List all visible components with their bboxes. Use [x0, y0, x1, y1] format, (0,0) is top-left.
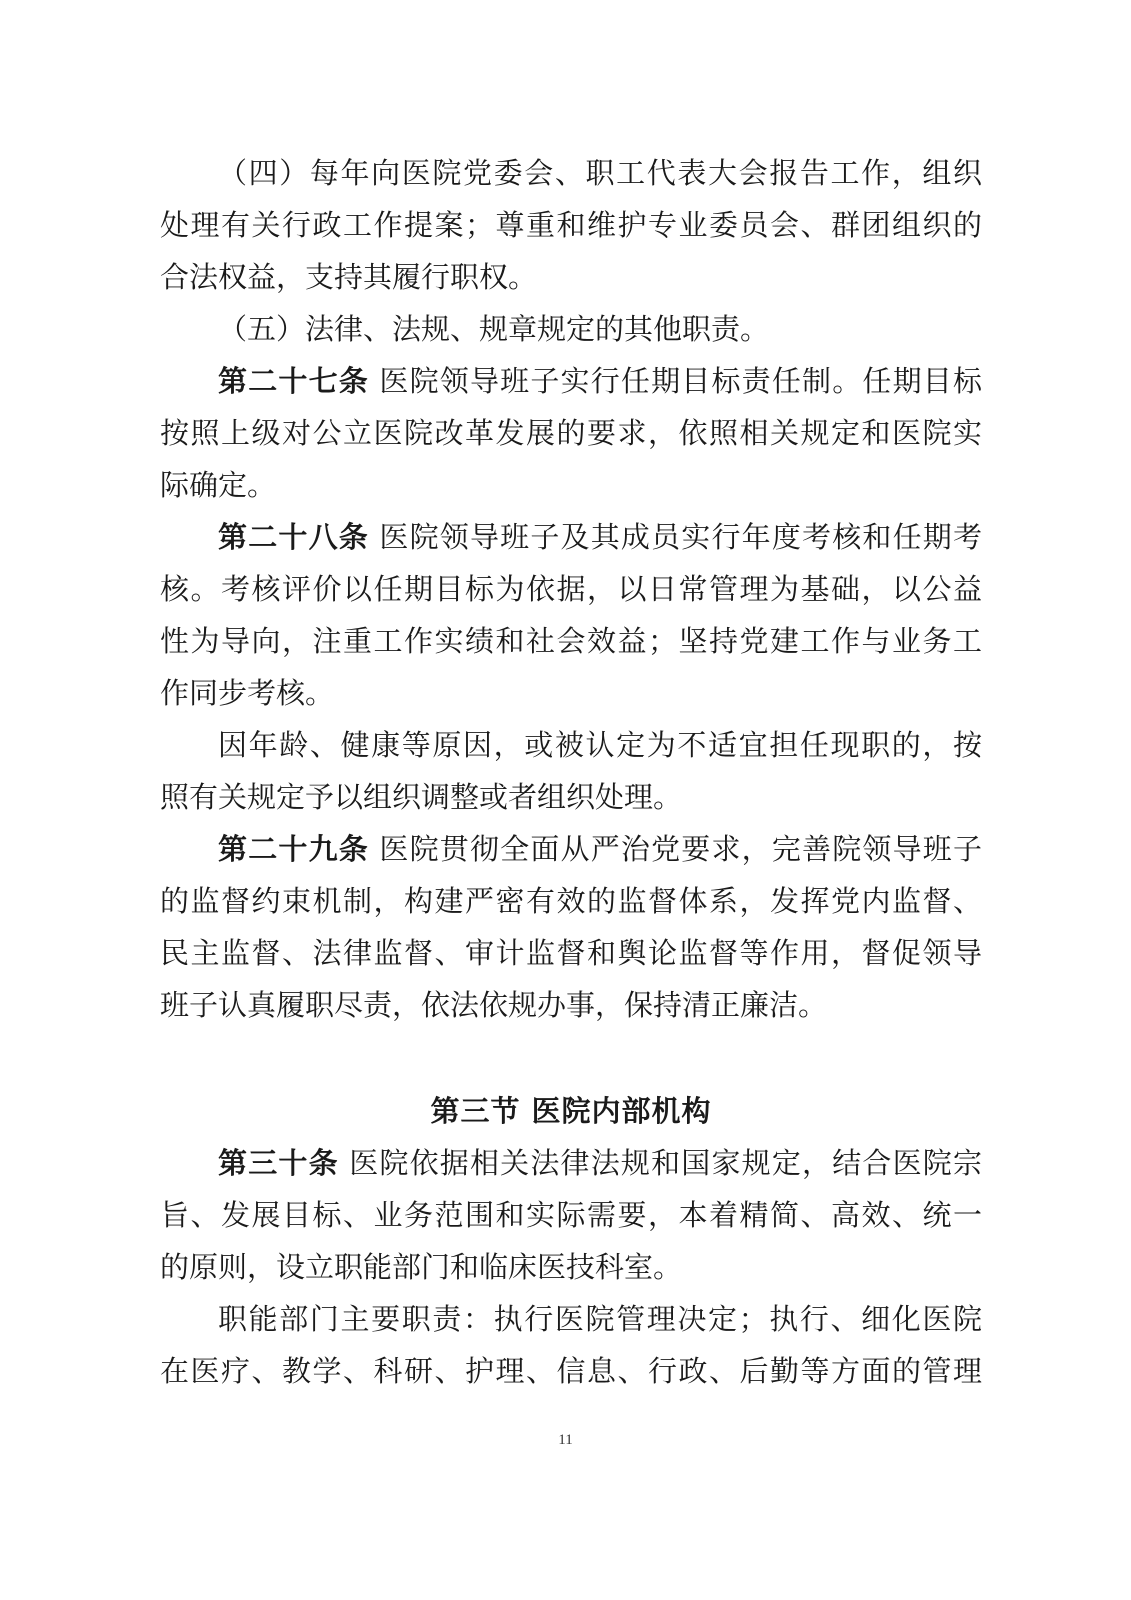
line-text: 照有关规定予以组织调整或者组织处理。 [160, 780, 683, 814]
line-text: 处理有关行政工作提案；尊重和维护专业委员会、群团组织的 [160, 208, 982, 242]
line-text: 的原则，设立职能部门和临床医技科室。 [160, 1250, 683, 1284]
line-text: 医院领导班子实行任期目标责任制。任期目标 [379, 364, 982, 398]
line-text: 民主监督、法律监督、审计监督和舆论监督等作用，督促领导 [160, 936, 982, 970]
line-text: 性为导向，注重工作实绩和社会效益；坚持党建工作与业务工 [160, 624, 982, 658]
line-text: （五）法律、法规、规章规定的其他职责。 [218, 312, 770, 346]
line-text: 医院依据相关法律法规和国家规定，结合医院宗 [349, 1146, 982, 1180]
section-heading: 第三节 医院内部机构 [430, 1094, 712, 1128]
paragraph-line [160, 875, 982, 927]
article-28-line [218, 511, 982, 563]
paragraph-line [160, 251, 982, 303]
line-text: 作同步考核。 [160, 676, 335, 710]
line-text: 因年龄、健康等原因，或被认定为不适宜担任现职的，按 [218, 728, 982, 762]
paragraph-line [218, 1293, 982, 1345]
paragraph-line [160, 199, 982, 251]
page-number: 11 [558, 1432, 573, 1448]
line-text: 在医疗、教学、科研、护理、信息、行政、后勤等方面的管理 [160, 1354, 982, 1388]
article-number: 第二十七条 [218, 364, 369, 398]
line-text: （四）每年向医院党委会、职工代表大会报告工作，组织 [218, 156, 982, 190]
line-text: 旨、发展目标、业务范围和实际需要，本着精简、高效、统一 [160, 1198, 982, 1232]
paragraph-line [218, 719, 982, 771]
paragraph-line [218, 303, 982, 355]
paragraph-line [160, 1189, 982, 1241]
line-text: 按照上级对公立医院改革发展的要求，依照相关规定和医院实 [160, 416, 982, 450]
line-text: 合法权益，支持其履行职权。 [160, 260, 538, 294]
paragraph-line [160, 563, 982, 615]
article-number: 第三十条 [218, 1146, 339, 1180]
line-text: 医院领导班子及其成员实行年度考核和任期考 [379, 520, 982, 554]
line-text: 医院贯彻全面从严治党要求，完善院领导班子 [379, 832, 982, 866]
paragraph-line [218, 147, 982, 199]
article-number: 第二十九条 [218, 832, 369, 866]
paragraph-line [160, 927, 982, 979]
article-number: 第二十八条 [218, 520, 369, 554]
paragraph-line [160, 1345, 982, 1397]
paragraph-line [160, 979, 982, 1031]
paragraph-line [160, 771, 982, 823]
article-27-line [218, 355, 982, 407]
paragraph-line [160, 407, 982, 459]
paragraph-line [160, 1241, 982, 1293]
line-text: 核。考核评价以任期目标为依据，以日常管理为基础，以公益 [160, 572, 982, 606]
line-text: 班子认真履职尽责，依法依规办事，保持清正廉洁。 [160, 988, 828, 1022]
paragraph-line [160, 615, 982, 667]
line-text: 际确定。 [160, 468, 277, 502]
article-29-line [218, 823, 982, 875]
paragraph-line [160, 459, 982, 511]
article-30-line [218, 1137, 982, 1189]
line-text: 的监督约束机制，构建严密有效的监督体系，发挥党内监督、 [160, 884, 982, 918]
line-text: 职能部门主要职责：执行医院管理决定；执行、细化医院 [218, 1302, 982, 1336]
paragraph-line [160, 667, 982, 719]
